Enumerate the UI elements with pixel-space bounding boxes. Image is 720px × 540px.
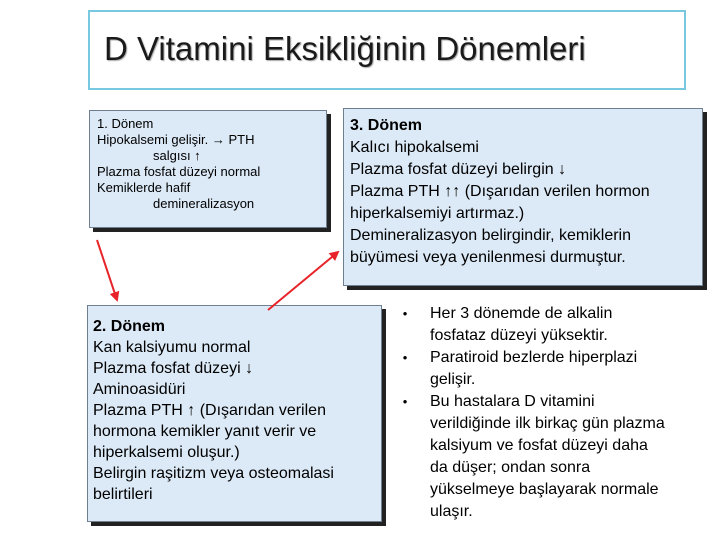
stage-3-line: Kalıcı hipokalsemi	[350, 139, 479, 156]
stage-2-line: Plazma fosfat düzeyi ↓	[93, 360, 254, 377]
stage-2-heading: 2. Dönem	[93, 318, 166, 335]
bullet-text: Bu hastalara D vitamini	[430, 393, 595, 410]
stage-3-line: büyümesi veya yenilenmesi durmuştur.	[350, 249, 626, 266]
stage-3-heading: 3. Dönem	[350, 117, 423, 134]
stage-2-line: hormona kemikler yanıt verir ve	[93, 423, 317, 440]
stage-2-line: Plazma PTH ↑ (Dışarıdan verilen	[93, 402, 326, 419]
bullet-text: yükselmeye başlayarak normale	[430, 481, 659, 498]
bullet-icon: •	[402, 350, 408, 365]
bullet-text: kalsiyum ve fosfat düzeyi daha	[430, 437, 648, 454]
bullet-text: da düşer; ondan sonra	[430, 459, 591, 476]
stage-2-line: belirtileri	[93, 486, 153, 503]
stage-3-line: Plazma PTH ↑↑ (Dışarıdan verilen hormon	[350, 183, 650, 200]
stage-1-line: demineralizasyon	[153, 196, 255, 211]
stage-1-line: Plazma fosfat düzeyi normal	[97, 164, 261, 179]
bullet-text: Paratiroid bezlerde hiperplazi	[430, 349, 638, 366]
stage-2-line: Kan kalsiyumu normal	[93, 339, 251, 356]
stage-1-line: salgısı ↑	[153, 148, 201, 163]
arrow-stage1-to-stage2	[97, 240, 117, 300]
stage-1-line: Kemiklerde hafif	[97, 180, 191, 195]
stage-3-line: Demineralizasyon belirgindir, kemiklerin	[350, 227, 631, 244]
bullet-text: Her 3 dönemde de alkalin	[430, 305, 613, 322]
stage-1-heading: 1. Dönem	[97, 116, 154, 131]
bullet-icon: •	[402, 394, 408, 409]
bullet-icon: •	[402, 306, 408, 321]
bullet-text: verildiğinde ilk birkaç gün plazma	[430, 415, 665, 432]
slide-title: D Vitamini Eksikliğinin Dönemleri	[104, 30, 586, 67]
arrow-stage2-to-stage3	[268, 252, 338, 310]
stage-3-line: hiperkalsemiyi artırmaz.)	[350, 205, 525, 222]
bullet-text: fosfataz düzeyi yüksektir.	[430, 327, 608, 344]
stage-2-line: Belirgin raşitizm veya osteomalasi	[93, 465, 334, 482]
stage-2-line: Aminoasidüri	[93, 381, 186, 398]
stage-2-line: hiperkalsemi oluşur.)	[93, 444, 240, 461]
bullet-text: gelişir.	[430, 371, 476, 388]
bullet-text: ulaşır.	[430, 503, 473, 520]
stage-1-line: Hipokalsemi gelişir. → PTH	[97, 132, 255, 147]
stage-3-line: Plazma fosfat düzeyi belirgin ↓	[350, 161, 567, 178]
